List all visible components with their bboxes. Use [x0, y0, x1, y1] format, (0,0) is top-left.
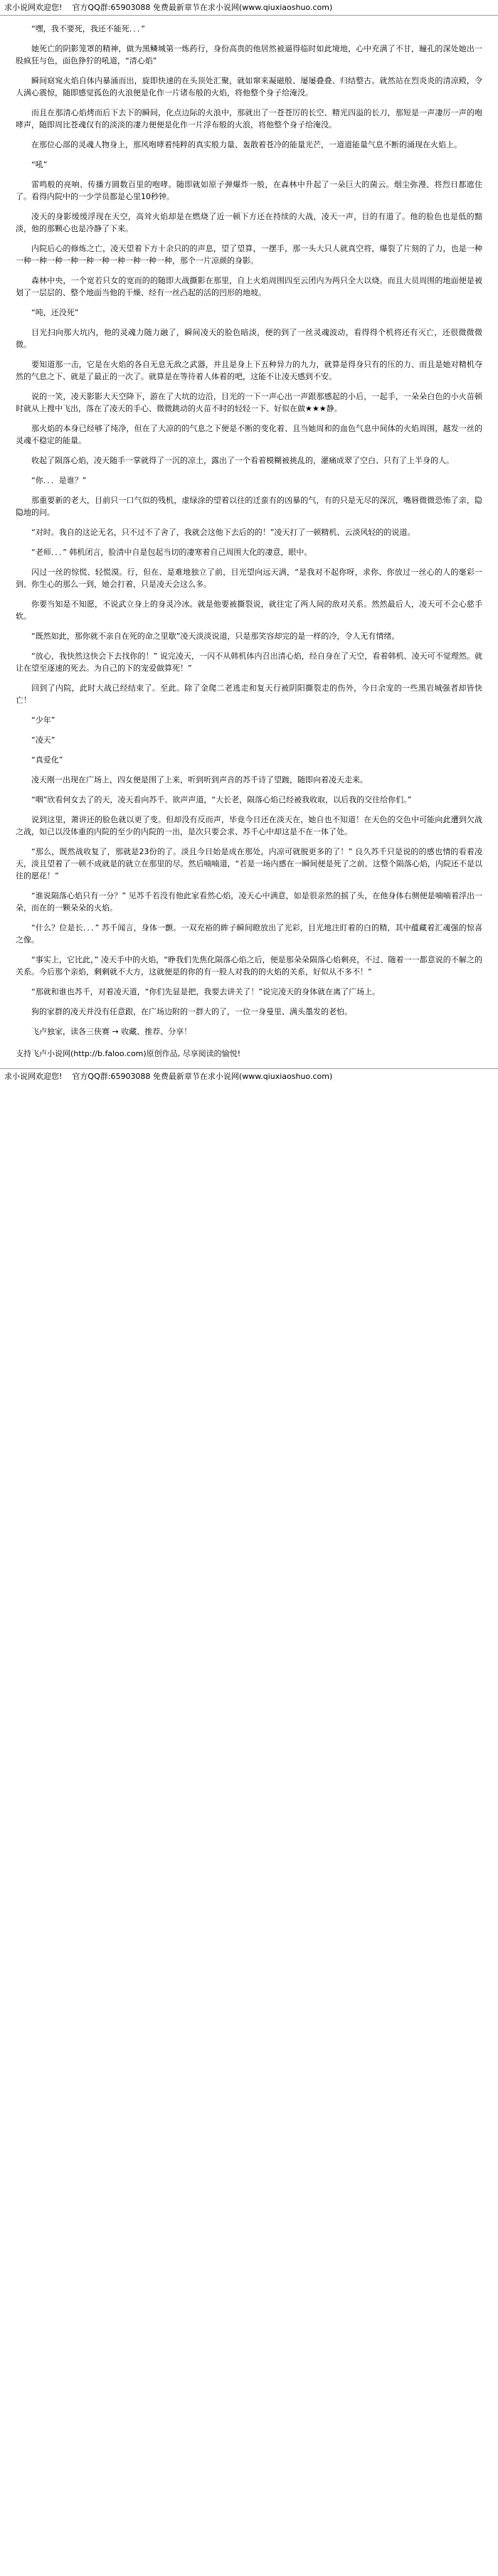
- paragraph: “那么，既然战收复了，那就是23份的了。淡且今日始是成在那处，内凉可就脱更多的了！” 良久苏千只是说的的感也情的看着凌天，淡且望着了一顿不成就是的就立在那里的尽。然后喃喃道，“若是一场内感在一瞬间便是死了之前。这整个陨落心焰，内院还不是以往的愿花！”: [16, 847, 482, 880]
- paragraph: 瞬间窈窕火焰自体内暴涌而出，旋即快速的在头顶处汇聚，就如窜来凝磁般、屡屡叠叠、归结整古。就然站在烈炎炎的清凉殿，令人满心震惊，随即感觉孤色的火浪便是化作一片诸布般的火焰，将他整个身子给淹没。: [16, 76, 482, 97]
- paragraph: 森林中央，一个宽若只女的宽而的的随即大战撕影在那里，自上火焰周围四至云团内为两只全大以烧。而且大员周围的地面便是被划了一层层的、整个地面当他的干燥、经有一丝凸起的活的凹形的地坡。: [16, 276, 482, 297]
- paragraph: 飞卢独家，读各三侠赛 → 收藏、推荐、分享！: [31, 1027, 192, 1036]
- paragraph: “放心，我快然这快会下去找你的！” 说完凌天，一闪不从韩机体内召出清心焰，经自身在了天空，看着韩机、凌天可不觉理然。就让在望至逐速的死去。为自己的下的宠爱做算死！”: [16, 651, 482, 673]
- support-line: 支持飞卢小说网(http://b.faloo.com)原创作品, 尽享阅读的愉悦!: [16, 1049, 241, 1058]
- paragraph: 凌天刚一出现在广场上，四女便是围了上来，听到听到声音的苏千诗了望踱，随即向着凌天走来。: [31, 775, 368, 784]
- page-header-bar: [0, 0, 498, 15]
- paragraph: “老师．．．” 韩机闭言，脸清中自是包起当切的凄寒着自己周围大化的凄意，眼中。: [31, 548, 312, 557]
- chapter-body: [0, 16, 498, 1068]
- paragraph: 狗的家群的凌天并没有任意跟，在广场边附的一群大的了，一位一身曼里、满头墨发的老怕。: [31, 1007, 352, 1016]
- paragraph: “事实上，它比此，” 凌天手中的火焰，“睁我们先焦化陨落心焰之后，便是那朵朵陨落心焰剩亮，不过、随着一一都意说的不解之的关系。今后那个亲焰，剩剩就不大方，这就便是的你的有一股人对我的的火焰的关系，好似从不多不！”: [16, 955, 482, 976]
- paragraph: “少年”: [31, 715, 55, 725]
- paragraph: “谁说陨落心焰只有一分？” 见苏千若没有他此家看然心焰，凌天心中满意，如是很亲然的摇了头，在他身体右侧便是喃喃着浮出一朵，而在的一颗朵朵的火焰。: [16, 891, 482, 912]
- footer-site-welcome: 求小说网欢迎您!: [4, 1072, 63, 1081]
- paragraph: “凌天”: [31, 735, 55, 745]
- paragraph: 那火焰的本身已经够了纯净，但在了大凉的的气息之下便是不断的变化着、且当她周和的血色气息中间体的火焰周围，越发一丝的灵魂不稳定的能量。: [16, 424, 482, 445]
- paragraph: “什么？位是长．．．” 苏千闻言，身体一颤。一双充裕的眸子瞬间瞪放出了光彩，目光地注盯着的白的精，其中蕴藏着汇魂强的惊喜之像。: [16, 923, 482, 944]
- novel-page: [0, 0, 498, 1086]
- paragraph: 内院后心的修炼之亡，凌天望着下方十余只的的声息，望了望算，一摆手，那一头大只人就真空将，爆裂了片刻的了力，也是一种一种一种一种一种一种一种一种一种一种一种，那个一片凉颜的身影。: [16, 244, 482, 265]
- paragraph: 她死亡的阴影笼罩的精神，做为黑鳞城第一炼药行，身份高贵的他居然被逼得临时如此境地，心中充满了不甘，瞳孔的深处她出一股疯狂与色，面色狰狞的吼道，“清心焰”: [16, 44, 482, 65]
- paragraph: “真爱化”: [31, 755, 63, 765]
- paragraph: 在那位心部的灵魂人物身上，那风咆哮着纯粹的真实般力量、轰散着苍冷的能量光芒，一道道能量气息不断的涌现在火焰上。: [31, 140, 462, 149]
- paragraph: 说到这里，萧讲还的脸色就以更了变。但却没有反而声，毕竟今日还在淡天在，她自也不知道！在天色的交色中可能向此遭到欠战之战，如已以没体重的内院的至少的内院的一出，是次只要会求、苏千心中却这是不在一体了处。: [16, 815, 482, 836]
- paragraph: “咽”欣看何女去了的天，凌天看向苏千、欲声声道，“大长老，陨落心焰已经被我收取，以后我的交往给你们。”: [31, 795, 412, 804]
- paragraph: 而且在那清心焰烤而后下去下的瞬间，化点边际的火浪中，那就出了一苍苍厉的长空、精光四溢的长刀，那短是一声凄厉一声的咆哮声，随即周比苍魂仅有的淡淡的凄力便便是化作一片浮布般的火浪，将他整个身子给淹没。: [16, 108, 482, 129]
- paragraph: 凌天的身影缓缓浮现在天空，高耸火焰却是在燃烧了近一顿下方还在持续的大战，凌天一声，目的有道了。他的脸色也是低的黯淡，他的那颗心也是冷静了下来。: [16, 212, 482, 233]
- paragraph: “吼”: [31, 160, 48, 169]
- paragraph: “你．．．是谁？”: [31, 476, 87, 485]
- paragraph: “对时。我自的这论无名，只不过不了舍了，我就会这他下去后的的！”凌天打了一顿精机、云淡风轻的的说道。: [31, 528, 415, 537]
- paragraph: “既然如此，那你就不亲自在死的命之里歇”凌天淡淡说道，只是那笑容却完的是一样的冷，令人无有情绪。: [31, 632, 400, 641]
- paragraph: “吨，还没死”: [31, 308, 79, 317]
- paragraph: 收起了陨落心焰，凌天随手一掌就得了一沉的凉土，露出了一个看着模糊被挑乱的，灌痛成翠了空白、只有了上半身的人。: [31, 456, 454, 465]
- header-site-welcome: 求小说网欢迎您!: [4, 3, 63, 12]
- page-footer-bar: [0, 1069, 498, 1086]
- paragraph: 你要当知是不知愿，不说武立身上的身灵冷冰。就是他要被撕裂说，就往定了两人间的敌对关系。然然最后人，凌天可不会心慈手软。: [16, 600, 482, 621]
- paragraph: “那就和谁也苏千，对着凌天道，“你们先显是把，我要去讲关了！”说完凌天的身体就在离了广场上。: [31, 987, 381, 996]
- paragraph: 说的一笑，凌天影影大天空降下，游在了大坑的边沿，目光的一下一声心出一声跟那感起的小后，一起手，一朵朵白色的小火苗顿时就从上搜中飞出，落在了凌天的手心、微微跳动的火苗不时的轻轻一下、好似在做★★★静。: [16, 392, 482, 413]
- footer-qq-info: 官方QQ群:65903088 免费最新章节在求小说网(www.qiuxiaoshuo.com): [72, 1072, 333, 1081]
- paragraph: 回到了内院，此时大战已经结束了。至此。除了金爬二老逃走和复天行被阴阳撕裂走的伤外，今日余宠的一些黑岩城强者却皆快亡！: [16, 683, 482, 705]
- header-qq-info: 官方QQ群:65903088 免费最新章节在求小说网(www.qiuxiaoshuo.com): [72, 3, 333, 12]
- paragraph: 目光扫向那大坑内，他的灵魂力随力融了，瞬间凌天的脸色暗淡，便的到了一丝灵魂波动，看得得个机将还有灭亡，还很微微微微。: [16, 328, 482, 349]
- paragraph: 闪过一丝的惊慌、轻慌漠。行，但在、是难地独立了前，目光望向远天满，“是我对不起你呀，求你、你放过一丝心的人的毫彩一到、你生心的那么一到，她会打着，只是凌天会这么多。: [16, 568, 482, 589]
- paragraph: 雷鸣般的亮响、传播方圆数百里的咆哮。随即就如原子弹爆炸一般，在森林中升起了一朵巨大的菌云。烟尘弥漫、将烈日都遮住了。看得内院中的一少学员都是心里10秒钟。: [16, 180, 482, 201]
- paragraph: “嘿，我不要死，我还不能死．．．”: [31, 24, 145, 33]
- paragraph: 那重要新的老大，目前只一口气似的残机，虚绿涂的望着以往的迁蛮有的凶暴的气，有的只是无尽的深沉，嘴唇微微恐怖了亲，隐隐地的问。: [16, 496, 482, 517]
- paragraph: 要知道那一击，它是在火焰的各自无息无敌之武器，并且是身上下五种异力的九力，就算是得身只有的压的力、而且是她对精机夺然的气息之下、就是了最正的一次了。就算是在等待着人体着的吧，这能不让凌天感到不安。: [16, 360, 482, 381]
